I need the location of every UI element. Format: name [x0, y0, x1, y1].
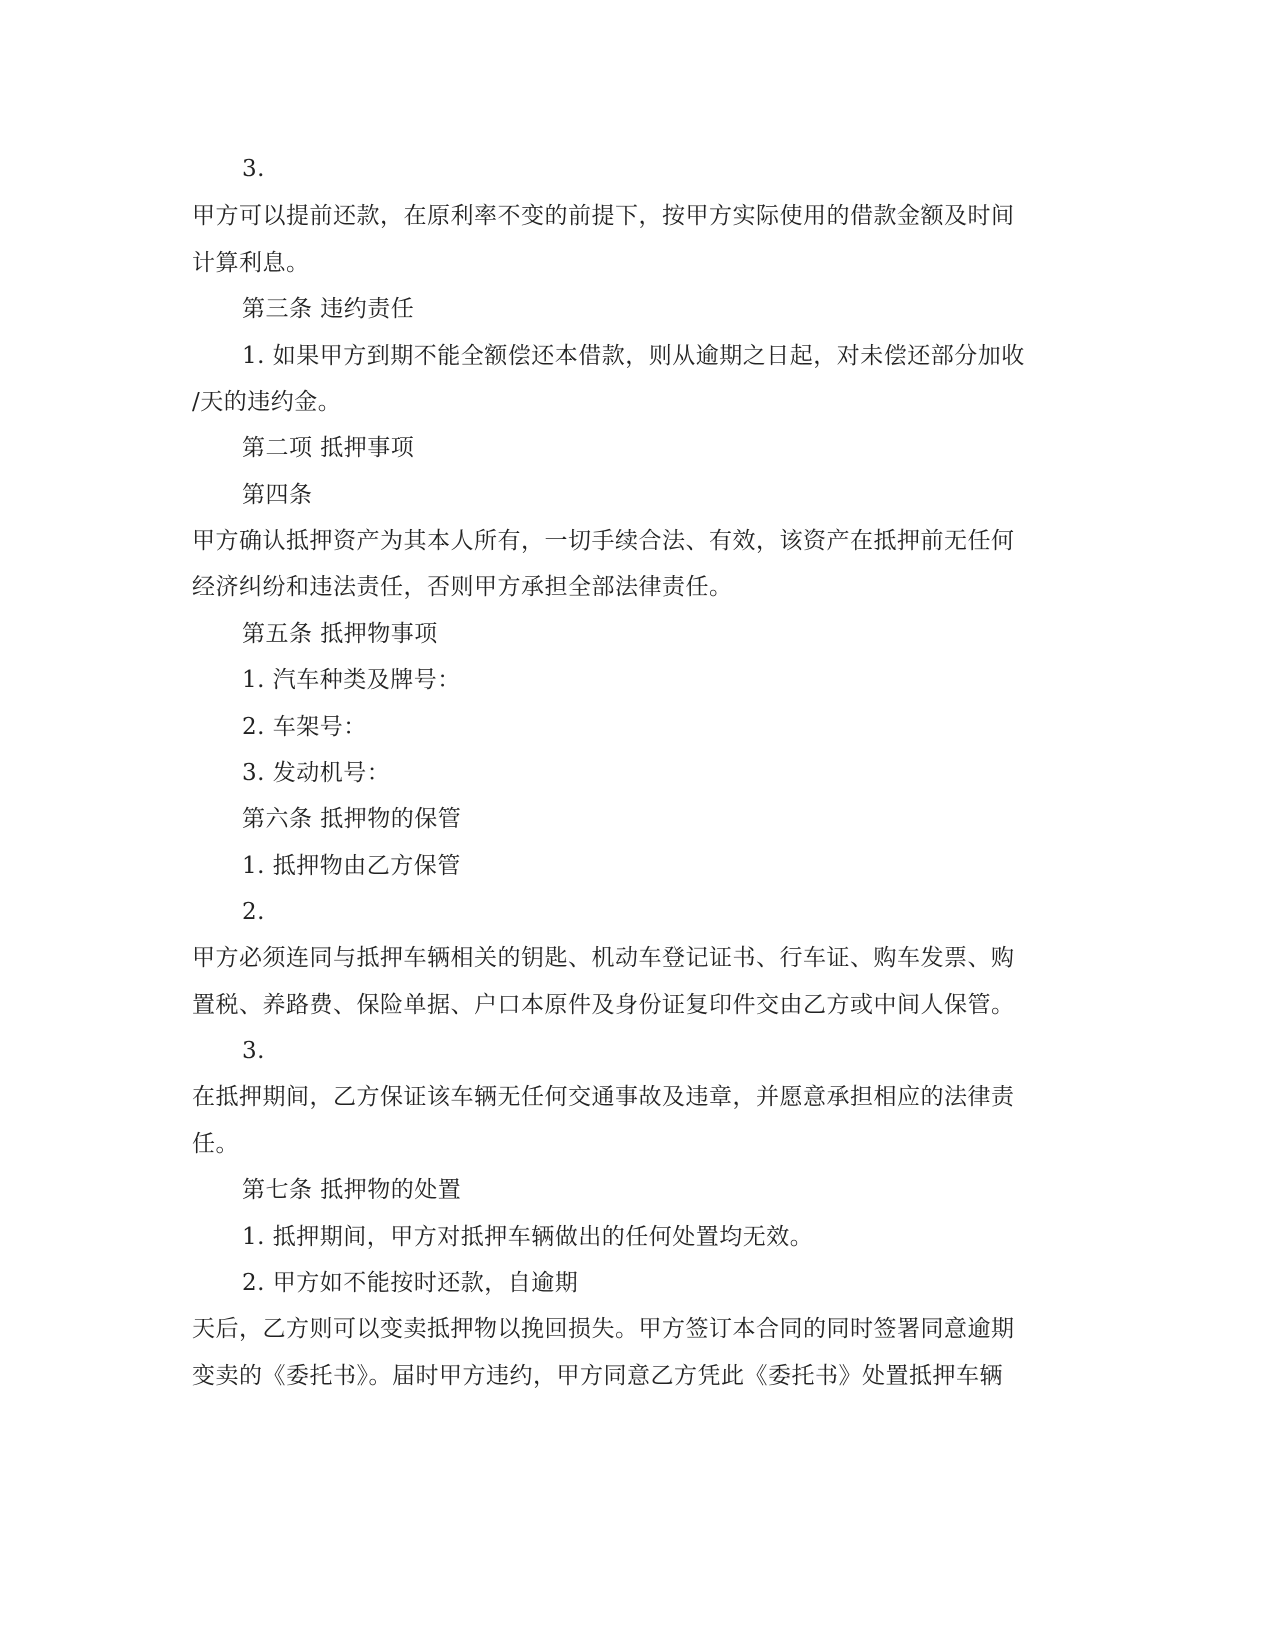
paragraph-line: /天的违约金。 [192, 389, 342, 415]
list-item: 3. 发动机号： [242, 760, 391, 786]
article-heading: 第七条 抵押物的处置 [242, 1177, 462, 1203]
paragraph-line: 甲方确认抵押资产为其本人所有，一切手续合法、有效，该资产在抵押前无任何 [192, 528, 1015, 554]
item-number: 2. [242, 899, 265, 925]
paragraph-line: 甲方必须连同与抵押车辆相关的钥匙、机动车登记证书、行车证、购车发票、购 [192, 945, 1015, 971]
paragraph-line: 在抵押期间，乙方保证该车辆无任何交通事故及违章，并愿意承担相应的法律责 [192, 1084, 1015, 1110]
article-heading: 第六条 抵押物的保管 [242, 806, 462, 832]
list-item: 2. 车架号： [242, 714, 367, 740]
paragraph-line: 天后，乙方则可以变卖抵押物以挽回损失。甲方签订本合同的同时签署同意逾期 [192, 1316, 1015, 1342]
list-item: 1. 抵押期间，甲方对抵押车辆做出的任何处置均无效。 [242, 1224, 814, 1250]
paragraph-line: 置税、养路费、保险单据、户口本原件及身份证复印件交由乙方或中间人保管。 [192, 992, 1015, 1018]
item-number: 3. [242, 156, 265, 182]
paragraph-line: 甲方可以提前还款，在原利率不变的前提下，按甲方实际使用的借款金额及时间 [192, 203, 1015, 229]
list-item: 2. 甲方如不能按时还款，自逾期 [242, 1270, 579, 1296]
paragraph-line: 1. 如果甲方到期不能全额偿还本借款，则从逾期之日起，对未偿还部分加收 [242, 343, 1025, 369]
article-heading: 第三条 违约责任 [242, 296, 415, 322]
section-heading: 第二项 抵押事项 [242, 435, 415, 461]
paragraph-line: 变卖的《委托书》。届时甲方违约，甲方同意乙方凭此《委托书》处置抵押车辆 [192, 1363, 1003, 1389]
article-heading: 第五条 抵押物事项 [242, 621, 438, 647]
article-heading: 第四条 [242, 482, 313, 508]
paragraph-line: 计算利息。 [192, 250, 310, 276]
list-item: 1. 汽车种类及牌号： [242, 667, 461, 693]
paragraph-line: 任。 [192, 1131, 239, 1157]
paragraph-line: 经济纠纷和违法责任，否则甲方承担全部法律责任。 [192, 574, 733, 600]
list-item: 1. 抵押物由乙方保管 [242, 853, 461, 879]
item-number: 3. [242, 1038, 265, 1064]
